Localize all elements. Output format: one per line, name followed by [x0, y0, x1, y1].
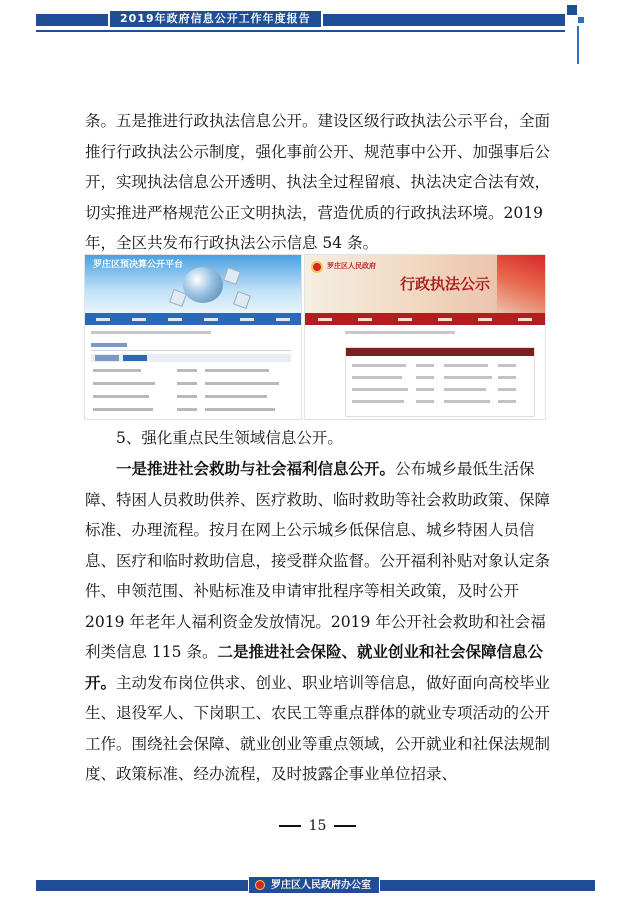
cube-image	[233, 291, 251, 309]
list-item	[352, 376, 528, 379]
breadcrumb	[91, 331, 211, 334]
panel-title	[91, 341, 291, 351]
cube-image	[223, 267, 241, 285]
law-enforcement-title: 行政执法公示	[400, 275, 491, 293]
decor-vertical-line	[577, 26, 579, 64]
bold-lead-social-insurance: 二是推进社会保险、就业创业和社会保障信息公开。	[85, 642, 543, 692]
decor-square-large	[567, 5, 577, 15]
list-item	[352, 388, 528, 391]
list-item	[93, 395, 289, 399]
list-item	[352, 400, 528, 403]
screenshot-law-enforcement-site	[304, 254, 546, 420]
law-enforcement-banner	[305, 255, 545, 313]
paragraph-social-assistance	[85, 454, 553, 790]
panel-tabs	[91, 354, 291, 362]
list-item	[93, 369, 289, 373]
decor-square-small	[578, 17, 584, 23]
breadcrumb	[345, 331, 455, 334]
budget-platform-nav	[85, 313, 301, 325]
text-social-assistance: 公布城乡最低生活保障、特困人员救助供养、医疗救助、临时救助等社会救助政策、保障标准、办理流程。按月在网上公示城乡低保信息、城乡特困人员信息、医疗和临时救助信息，接受群众监督。公开福利补贴对象认定条件、申领范围、补贴标准及申请审批程序等相关政策，及时公开 2019 年老年人福利资金发放情况。2019 年公开社会救助和社会福利类信息 115 条。	[85, 460, 551, 661]
budget-platform-banner	[85, 255, 301, 313]
bold-lead-social-assistance: 一是推进社会救助与社会福利信息公开。	[116, 459, 396, 478]
national-emblem-icon	[255, 880, 265, 890]
notice-list-panel	[345, 347, 535, 417]
footer-office-name: 罗庄区人民政府办公室	[248, 876, 380, 894]
list-item	[93, 408, 289, 412]
section-heading-livelihood: 5、强化重点民生领域信息公开。	[116, 429, 343, 447]
budget-platform-title: 罗庄区预决算公开平台	[93, 260, 184, 270]
flag-image	[497, 255, 545, 313]
header-rule	[36, 30, 565, 32]
gov-name: 罗庄区人民政府	[327, 262, 376, 270]
text-social-insurance: 主动发布岗位供求、创业、职业培训等信息，做好面向高校毕业生、退役军人、下岗职工、农民工等重点群体的就业专项活动的公开工作。围绕社会保障、就业创业等重点领域，公开就业和社保法规制度、政策标准、经办流程，及时披露企事业单位招录、	[85, 673, 551, 783]
paragraph-law-enforcement: 条。五是推进行政执法信息公开。建设区级行政执法公示平台，全面推行行政执法公示制度，强化事前公开、规范事中公开、加强事后公开，实现执法信息公开透明、执法全过程留痕、执法决定合法有效，切实推进严格规范公正文明执法，营造优质的行政执法环境。2019 年，全区共发布行政执法公示信息 54 条。	[85, 112, 551, 252]
screenshot-budget-platform	[84, 254, 302, 420]
national-emblem-icon	[311, 261, 323, 273]
globe-image	[183, 267, 223, 303]
list-item	[93, 382, 289, 386]
law-enforcement-nav	[305, 313, 545, 325]
notice-list-header	[346, 348, 534, 356]
page-number: 15	[0, 818, 635, 834]
list-item	[352, 364, 528, 367]
report-title: 2019年政府信息公开工作年度报告	[108, 9, 323, 29]
